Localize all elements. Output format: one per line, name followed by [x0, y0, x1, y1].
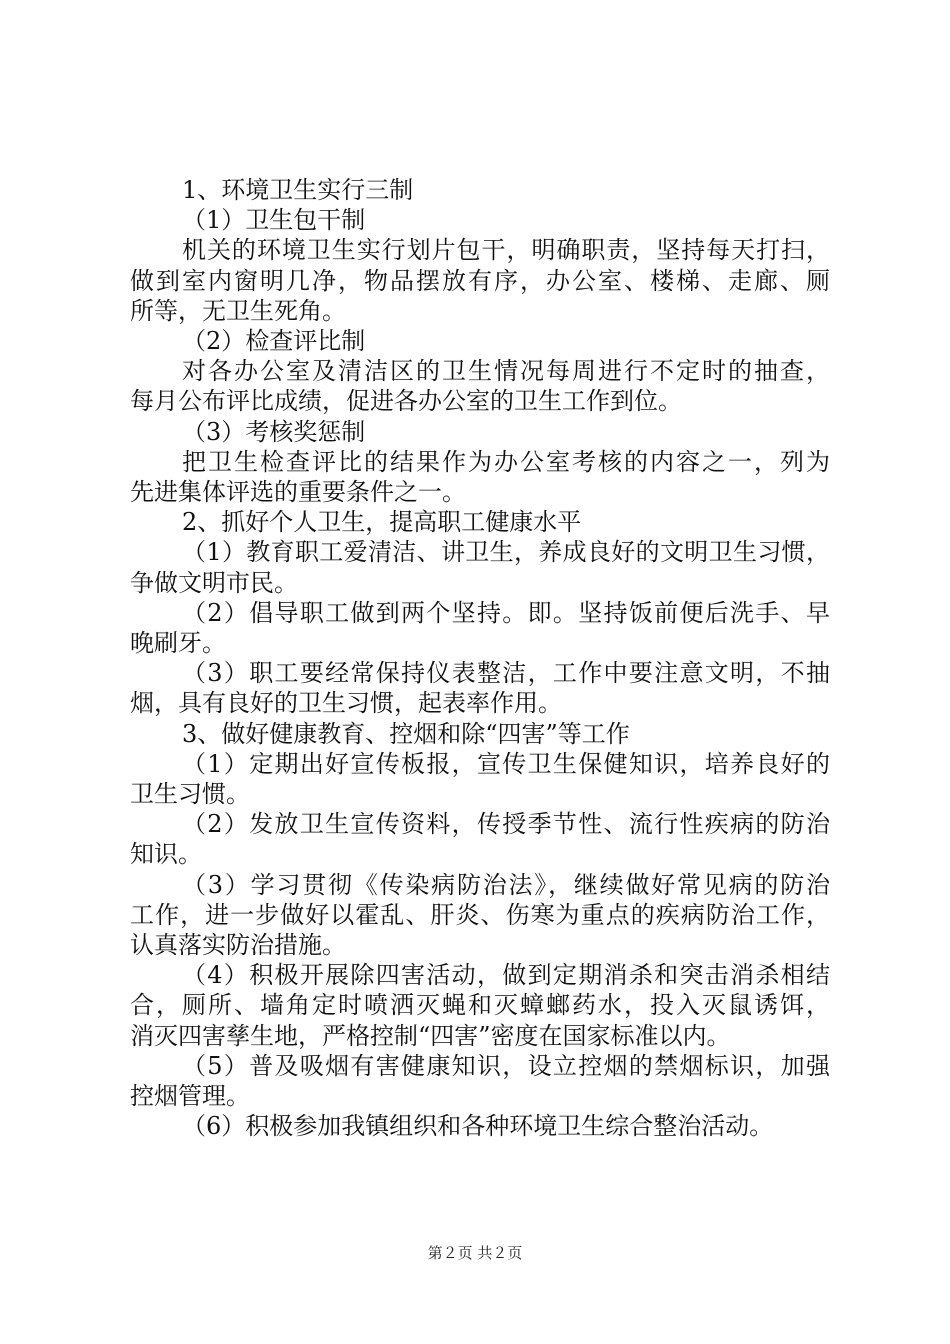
- text-line: 先进集体评选的重要条件之一。: [130, 478, 466, 506]
- text-line: （4）积极开展除四害活动，做到定期消杀和突击消杀相结: [182, 961, 830, 990]
- text-line: 争做文明市民。: [130, 568, 298, 597]
- text-line: 对各办公室及清洁区的卫生情况每周进行不定时的抽查，: [182, 357, 830, 386]
- text-line: 所等，无卫生死角。: [130, 296, 346, 325]
- text-line: （2）发放卫生宣传资料，传授季节性、流行性疾病的防治: [182, 810, 830, 839]
- text-line: 机关的环境卫生实行划片包干，明确职责，坚持每天打扫，: [182, 236, 830, 265]
- text-line: （2）检查评比制: [182, 327, 366, 355]
- text-line: 知识。: [130, 840, 202, 869]
- text-line: 晚刷牙。: [130, 629, 226, 657]
- text-line: （2）倡导职工做到两个坚持。即。坚持饭前便后洗手、早: [182, 598, 830, 627]
- text-line: 做到室内窗明几净，物品摆放有序，办公室、楼梯、走廊、厕: [130, 266, 830, 295]
- text-line: 认真落实防治措施。: [130, 931, 346, 959]
- text-line: 合，厕所、墙角定时喷洒灭蝇和灭蟑螂药水，投入灭鼠诱饵，: [130, 991, 830, 1020]
- text-line: （3）学习贯彻《传染病防治法》，继续做好常见病的防治: [182, 870, 830, 899]
- text-line: 工作，进一步做好以霍乱、肝炎、伤寒为重点的疾病防治工作，: [130, 900, 830, 929]
- text-line: （5）普及吸烟有害健康知识，设立控烟的禁烟标识，加强: [182, 1051, 830, 1080]
- text-line: 消灭四害孳生地，严格控制“四害”密度在国家标准以内。: [130, 1021, 731, 1050]
- text-line: （3）职工要经常保持仪表整洁，工作中要注意文明，不抽: [182, 659, 830, 688]
- text-line: 1、环境卫生实行三制: [182, 176, 414, 204]
- text-line: 每月公布评比成绩，促进各办公室的卫生工作到位。: [130, 387, 682, 416]
- text-line: 3、做好健康教育、控烟和除“四害”等工作: [182, 719, 630, 748]
- text-line: 烟，具有良好的卫生习惯，起表率作用。: [130, 689, 562, 718]
- text-line: 把卫生检查评比的结果作为办公室考核的内容之一，列为: [182, 447, 830, 476]
- text-line: 卫生习惯。: [130, 780, 250, 808]
- text-line: （3）考核奖惩制: [182, 417, 366, 446]
- text-line: （1）定期出好宣传板报，宣传卫生保健知识，培养良好的: [182, 749, 830, 778]
- page-footer: 第２页 共２页: [427, 1244, 523, 1262]
- text-line: （1）卫生包干制: [182, 206, 366, 235]
- text-line: （1）教育职工爱清洁、讲卫生，养成良好的文明卫生习惯，: [182, 538, 830, 567]
- text-line: （6）积极参加我镇组织和各种环境卫生综合整治活动。: [182, 1112, 774, 1141]
- text-line: 2、抓好个人卫生，提高职工健康水平: [182, 508, 582, 537]
- text-line: 控烟管理。: [130, 1082, 250, 1110]
